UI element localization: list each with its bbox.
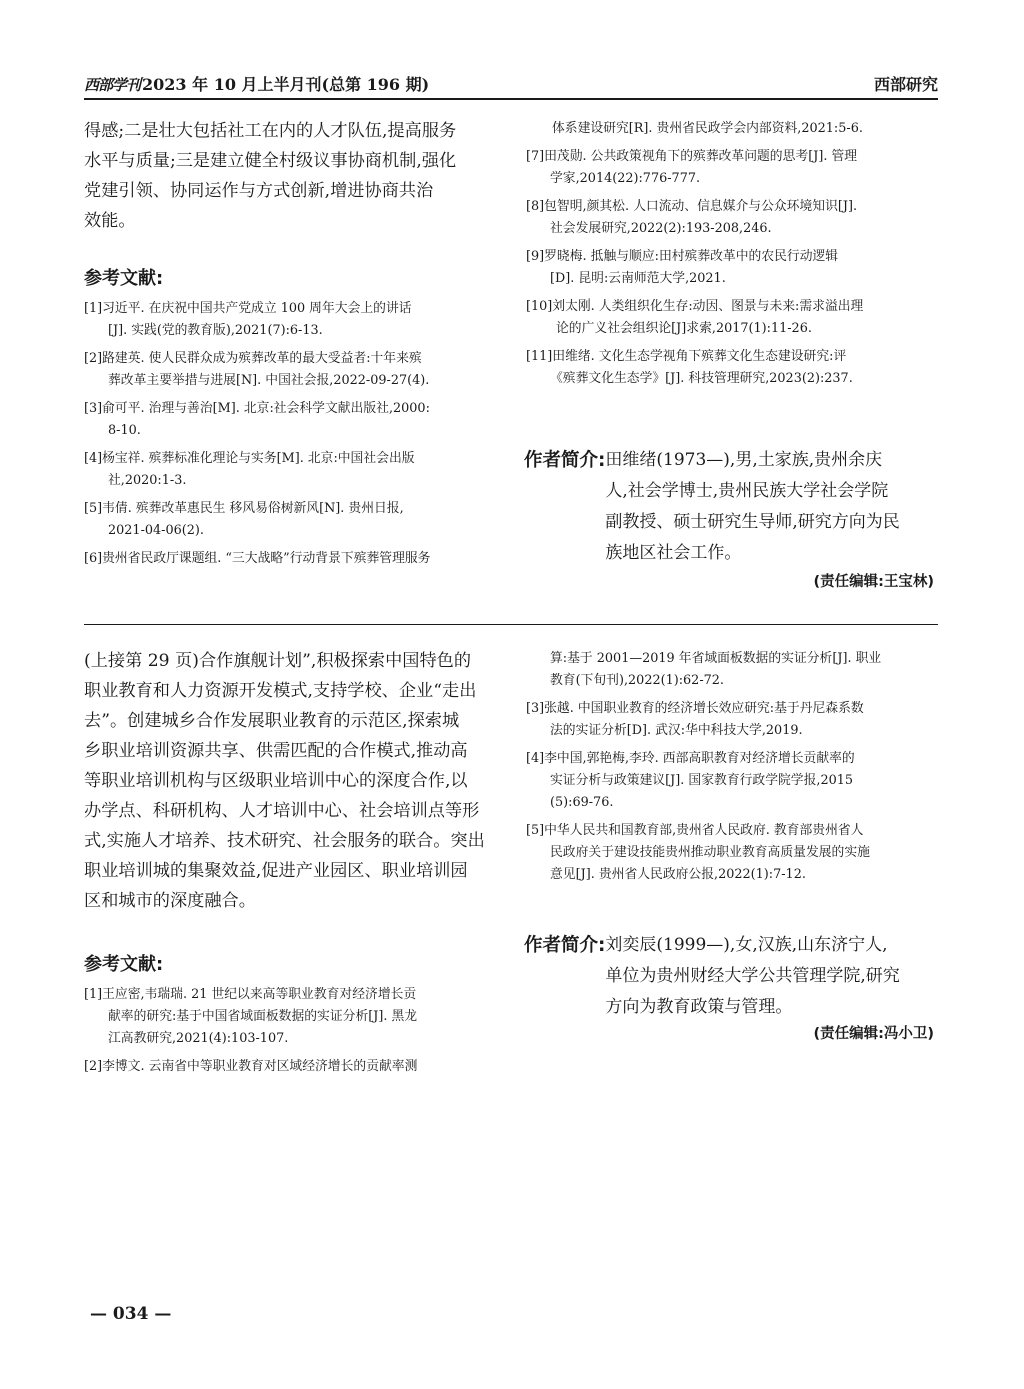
reference-item: [1]王应密,韦瑞瑞. 21 世纪以来高等职业教育对经济增长贡 献率的研究:基于中国省域面板数据的实证分析[J]. 黑龙 江高教研究,2021(4):103-107. [84, 987, 418, 1046]
body-paragraph [84, 116, 504, 236]
reference-item: [8]包智明,颜其松. 人口流动、信息媒介与公众环境知识[J]. 社会发展研究,2022(2):193-208,246. [526, 199, 858, 236]
top-right-column [526, 118, 940, 396]
journal-masthead [84, 72, 429, 98]
body-line: 党建引领、协同运作与方式创新,增进协商共治 [84, 181, 434, 201]
responsible-editor: (责任编辑:王宝林) [813, 574, 934, 590]
author-bio-label: 作者简介: [524, 450, 606, 471]
article-divider [84, 624, 938, 625]
reference-item: [1]习近平. 在庆祝中国共产党成立 100 周年大会上的讲话 [J]. 实践(党的教育版),2021(7):6-13. [84, 301, 412, 338]
author-bio-text: 刘奕辰(1999—),女,汉族,山东济宁人, 单位为贵州财经大学公共管理学院,研究 方向为教育政策与管理。 [605, 935, 900, 1017]
reference-item: 算:基于 2001—2019 年省域面板数据的实证分析[J]. 职业 教育(下旬刊),2022(1):62-72. [550, 651, 882, 688]
author-bio-text: 田维绪(1973—),男,土家族,贵州余庆 人,社会学博士,贵州民族大学社会学院 副教授、硕士研究生导师,研究方向为民 族地区社会工作。 [605, 450, 900, 563]
reference-item: [6]贵州省民政厅课题组. “三大战略”行动背景下殡葬管理服务 [84, 551, 431, 566]
reference-item: [2]路建英. 使人民群众成为殡葬改革的最大受益者:十年来殡 葬改革主要举措与进展[N]. 中国社会报,2022-09-27(4). [84, 351, 430, 388]
body-paragraph: (上接第 29 页)合作旗舰计划”,积极探索中国特色的 职业教育和人力资源开发模式,支持学校、企业“走出 去”。创建城乡合作发展职业教育的示范区,探索城 乡职业培训资源共享、供需匹配的合作模式,推动高 等职业培训机构与区级职业培训中心的深度合作,以 办学点、科研机构、人才培训中心、社会培训点等形 式,实施人才培养、技术研究、社会服务的联合。突出 职业培训城的集聚效益,促进产业园区、职业培训园 区和城市的深度融合。 [84, 651, 485, 911]
journal-logo: 西部学刊 [84, 76, 141, 94]
reference-item: [11]田维绪. 文化生态学视角下殡葬文化生态建设研究:评 《殡葬文化生态学》[J]. 科技管理研究,2023(2):237. [526, 349, 853, 386]
section-name: 西部研究 [873, 75, 938, 94]
references-heading: 参考文献: [84, 268, 164, 289]
reference-item: [3]俞可平. 治理与善治[M]. 北京:社会科学文献出版社,2000: 8-10. [84, 401, 430, 438]
bottom-right-column [526, 648, 940, 892]
reference-list [84, 298, 504, 570]
body-line: 水平与质量;三是建立健全村级议事协商机制,强化 [84, 151, 457, 171]
reference-item: [3]张越. 中国职业教育的经济增长效应研究:基于丹尼森系数 法的实证分析[D]. 武汉:华中科技大学,2019. [526, 701, 864, 738]
reference-item: [5]中华人民共和国教育部,贵州省人民政府. 教育部贵州省人 民政府关于建设技能贵州推动职业教育高质量发展的实施 意见[J]. 贵州省人民政府公报,2022(1):7-12. [526, 823, 870, 882]
issue-info: 2023 年 10 月上半月刊(总第 196 期) [142, 75, 430, 94]
reference-item: [7]田茂勋. 公共政策视角下的殡葬改革问题的思考[J]. 管理 学家,2014(22):776-777. [526, 149, 858, 186]
reference-list [84, 984, 504, 1078]
page-number: — 034 — [90, 1304, 172, 1324]
body-line: 得感;二是壮大包括社工在内的人才队伍,提高服务 [84, 121, 457, 141]
body-line: 效能。 [84, 211, 136, 231]
reference-item: [9]罗晓梅. 抵触与顺应:田村殡葬改革中的农民行动逻辑 [D]. 昆明:云南师范大学,2021. [526, 249, 839, 286]
author-bio-label: 作者简介: [524, 935, 606, 956]
reference-item: [4]杨宝祥. 殡葬标准化理论与实务[M]. 北京:中国社会出版 社,2020:1-3. [84, 451, 415, 488]
responsible-editor: (责任编辑:冯小卫) [813, 1026, 934, 1042]
top-left-column [84, 116, 504, 576]
references-heading: 参考文献: [84, 954, 164, 975]
reference-item: [2]李博文. 云南省中等职业教育对区域经济增长的贡献率测 [84, 1059, 418, 1074]
author-bio [524, 930, 900, 1023]
author-bio [524, 445, 900, 569]
reference-item: 体系建设研究[R]. 贵州省民政学会内部资料,2021:5-6. [552, 121, 863, 136]
bottom-left-column [84, 646, 504, 1084]
reference-item: [4]李中国,郭艳梅,李玲. 西部高职教育对经济增长贡献率的 实证分析与政策建议[J]. 国家教育行政学院学报,2015 (5):69-76. [526, 751, 855, 810]
reference-item: [10]刘太刚. 人类组织化生存:动因、图景与未来:需求溢出理 论的广义社会组织论[J]求索,2017(1):11-26. [526, 299, 864, 336]
page-header [84, 72, 938, 100]
reference-item: [5]韦倩. 殡葬改革惠民生 移风易俗树新风[N]. 贵州日报, 2021-04-06(2). [84, 501, 404, 538]
